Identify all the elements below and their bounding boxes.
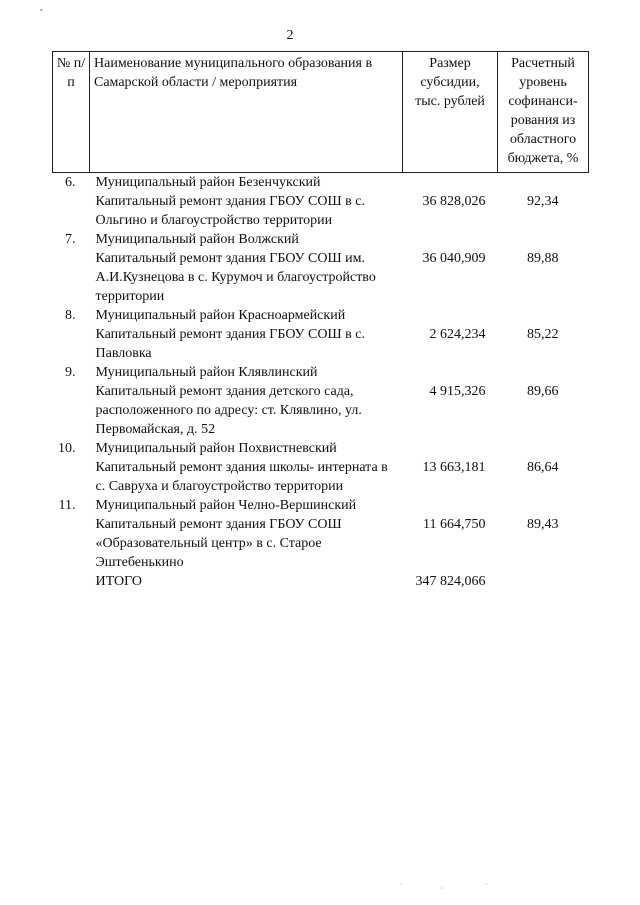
subsidy-table [52,51,589,591]
district-name: Муниципальный район Безенчукский [95,175,321,190]
district-name: Муниципальный район Похвистневский [95,441,337,456]
table-header [53,52,589,173]
subsidy-amount: 4 915,326 [429,384,486,399]
project-name: Капитальный ремонт здания ГБОУ СОШ в с. Павловка [95,327,365,361]
row-number: 9. [65,365,76,380]
scan-speck: · [400,880,403,889]
table-row-district [53,306,589,325]
row-number: 8. [65,308,76,323]
row-number: 10. [58,441,76,456]
header-name: Наименование муниципального образования в Самарской области / мероприятия [90,52,403,173]
row-number: 11. [58,498,76,513]
table-row-project [53,249,589,306]
table-row-total [53,572,589,591]
subsidy-amount: 36 828,026 [422,194,486,209]
district-name: Муниципальный район Челно-Вершинский [95,498,357,513]
table-row-project [53,458,589,496]
cofinancing-level: 89,43 [527,517,559,532]
table-row-district [53,439,589,458]
subsidy-amount: 13 663,181 [422,460,486,475]
scan-speck: · [485,880,488,889]
district-name: Муниципальный район Красноармейский [95,308,346,323]
cofinancing-level: 89,66 [527,384,559,399]
project-name: Капитальный ремонт здания школы- интерната в с. Савруха и благоустройство территории [95,460,388,494]
row-number: 7. [65,232,76,247]
cofinancing-level: 85,22 [527,327,559,342]
table-row-project [53,192,589,230]
page-number: 2 [286,28,294,43]
scan-speck: · [440,884,443,893]
table-row-district [53,363,589,382]
project-name: Капитальный ремонт здания ГБОУ СОШ «Образовательный центр» в с. Старое Эштебенькино [95,517,342,570]
total-label: ИТОГО [95,574,142,589]
subsidy-amount: 11 664,750 [423,517,486,532]
row-number: 6. [65,175,76,190]
district-name: Муниципальный район Волжский [95,232,299,247]
subsidy-amount: 2 624,234 [429,327,486,342]
table-row-project [53,515,589,572]
table-row-district [53,496,589,515]
project-name: Капитальный ремонт здания ГБОУ СОШ им. А.И.Кузнецова в с. Курумоч и благоустройство территории [95,251,376,304]
cofinancing-level: 92,34 [527,194,559,209]
total-subsidy: 347 824,066 [415,574,486,589]
project-name: Капитальный ремонт здания ГБОУ СОШ в с. Ольгино и благоустройство территории [95,194,365,228]
subsidy-amount: 36 040,909 [422,251,486,266]
header-level: Расчетный уровень софинанси-рования из областного бюджета, % [498,52,589,173]
table-body [53,173,589,592]
table-row-project [53,382,589,439]
scan-speck: • [40,6,43,15]
table-row-district [53,230,589,249]
district-name: Муниципальный район Клявлинский [95,365,318,380]
table-row-district [53,173,589,193]
table-row-project [53,325,589,363]
cofinancing-level: 89,88 [527,251,559,266]
project-name: Капитальный ремонт здания детского сада, расположенного по адресу: ст. Клявлино, ул. Первомайская, д. 52 [95,384,362,437]
cofinancing-level: 86,64 [527,460,559,475]
header-subsidy: Размер субсидии, тыс. рублей [403,52,498,173]
header-num: № п/п [53,52,90,173]
